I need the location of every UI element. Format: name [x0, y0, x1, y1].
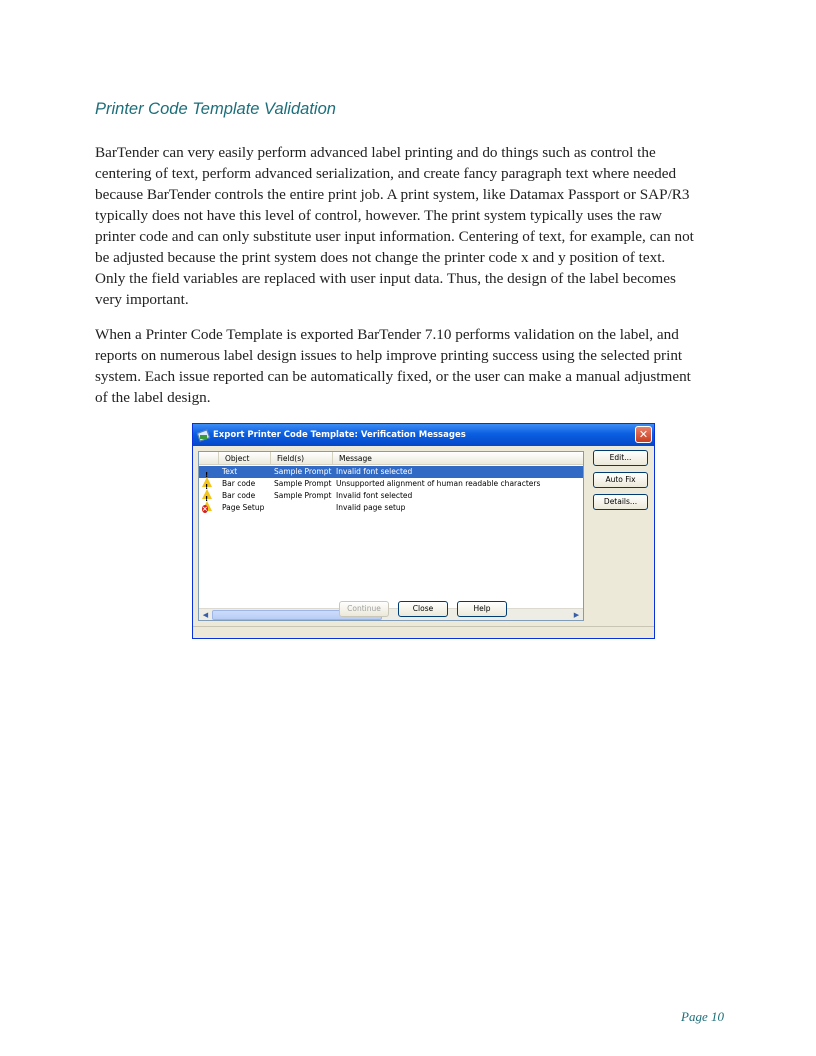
- column-header-fields[interactable]: Field(s): [271, 452, 333, 465]
- row-message: Invalid font selected: [336, 467, 413, 476]
- row-object: Page Setup: [222, 503, 265, 512]
- close-window-button[interactable]: ✕: [635, 426, 652, 443]
- list-rows: [199, 466, 583, 514]
- bartender-app-icon: [197, 429, 209, 441]
- verification-dialog-screenshot: [192, 423, 655, 639]
- validation-paragraph: When a Printer Code Template is exported BarTender 7.10 performs validation on the label, and reports on numerous label design issues to help improve printing success using the selected print system. Each issue reported can be automatically fixed, or the user can make a manual adjustment of the label design.: [95, 326, 691, 406]
- row-fields: Sample Prompt: [274, 467, 332, 476]
- dialog-status-bar: [193, 626, 654, 638]
- scroll-left-icon[interactable]: ◀: [202, 611, 209, 619]
- horizontal-scrollbar[interactable]: [199, 608, 583, 620]
- warning-icon: [202, 467, 213, 477]
- row-message: Invalid font selected: [336, 491, 413, 500]
- row-object: Bar code: [222, 491, 256, 500]
- warning-icon: [202, 491, 213, 501]
- row-fields: Sample Prompt: [274, 479, 332, 488]
- details-button[interactable]: Details...: [593, 494, 648, 510]
- row-message: Invalid page setup: [336, 503, 406, 512]
- continue-button[interactable]: Continue: [339, 601, 389, 617]
- dialog-title: Export Printer Code Template: Verification Messages: [213, 430, 466, 440]
- close-button[interactable]: Close: [398, 601, 448, 617]
- auto-fix-button[interactable]: Auto Fix: [593, 472, 648, 488]
- table-row[interactable]: [199, 490, 583, 502]
- column-header-object[interactable]: Object: [219, 452, 271, 465]
- row-message: Unsupported alignment of human readable characters: [336, 479, 541, 488]
- warning-icon: [202, 479, 213, 489]
- row-object: Bar code: [222, 479, 256, 488]
- table-row[interactable]: [199, 502, 583, 514]
- intro-paragraph: BarTender can very easily perform advanced label printing and do things such as control the centering of text, perform advanced serialization, and create fancy paragraph text where needed because BarTender controls the entire print job. A print system, like Datamax Passport or SAP/R3 typically does not have this level of control, however. The print system typically uses the raw printer code and can only substitute user input information. Centering of text, for example, can not be adjusted because the print system does not change the printer code x and y position of text. Only the field variables are replaced with user input data. Thus, the design of the label becomes very important.: [95, 144, 694, 308]
- error-icon: ×: [202, 505, 208, 513]
- edit-button[interactable]: Edit...: [593, 450, 648, 466]
- messages-list[interactable]: [198, 451, 584, 621]
- column-header-message[interactable]: Message: [339, 454, 372, 463]
- table-row[interactable]: [199, 466, 583, 478]
- section-heading: Printer Code Template Validation: [95, 100, 336, 118]
- column-header-icon[interactable]: [199, 452, 219, 465]
- help-button[interactable]: Help: [457, 601, 507, 617]
- row-fields: Sample Prompt: [274, 491, 332, 500]
- list-header: [199, 452, 583, 465]
- page-number: Page 10: [681, 1009, 724, 1024]
- scroll-right-icon[interactable]: ▶: [573, 611, 580, 619]
- dialog-titlebar[interactable]: [193, 424, 654, 446]
- table-row[interactable]: [199, 478, 583, 490]
- row-object: Text: [222, 467, 238, 476]
